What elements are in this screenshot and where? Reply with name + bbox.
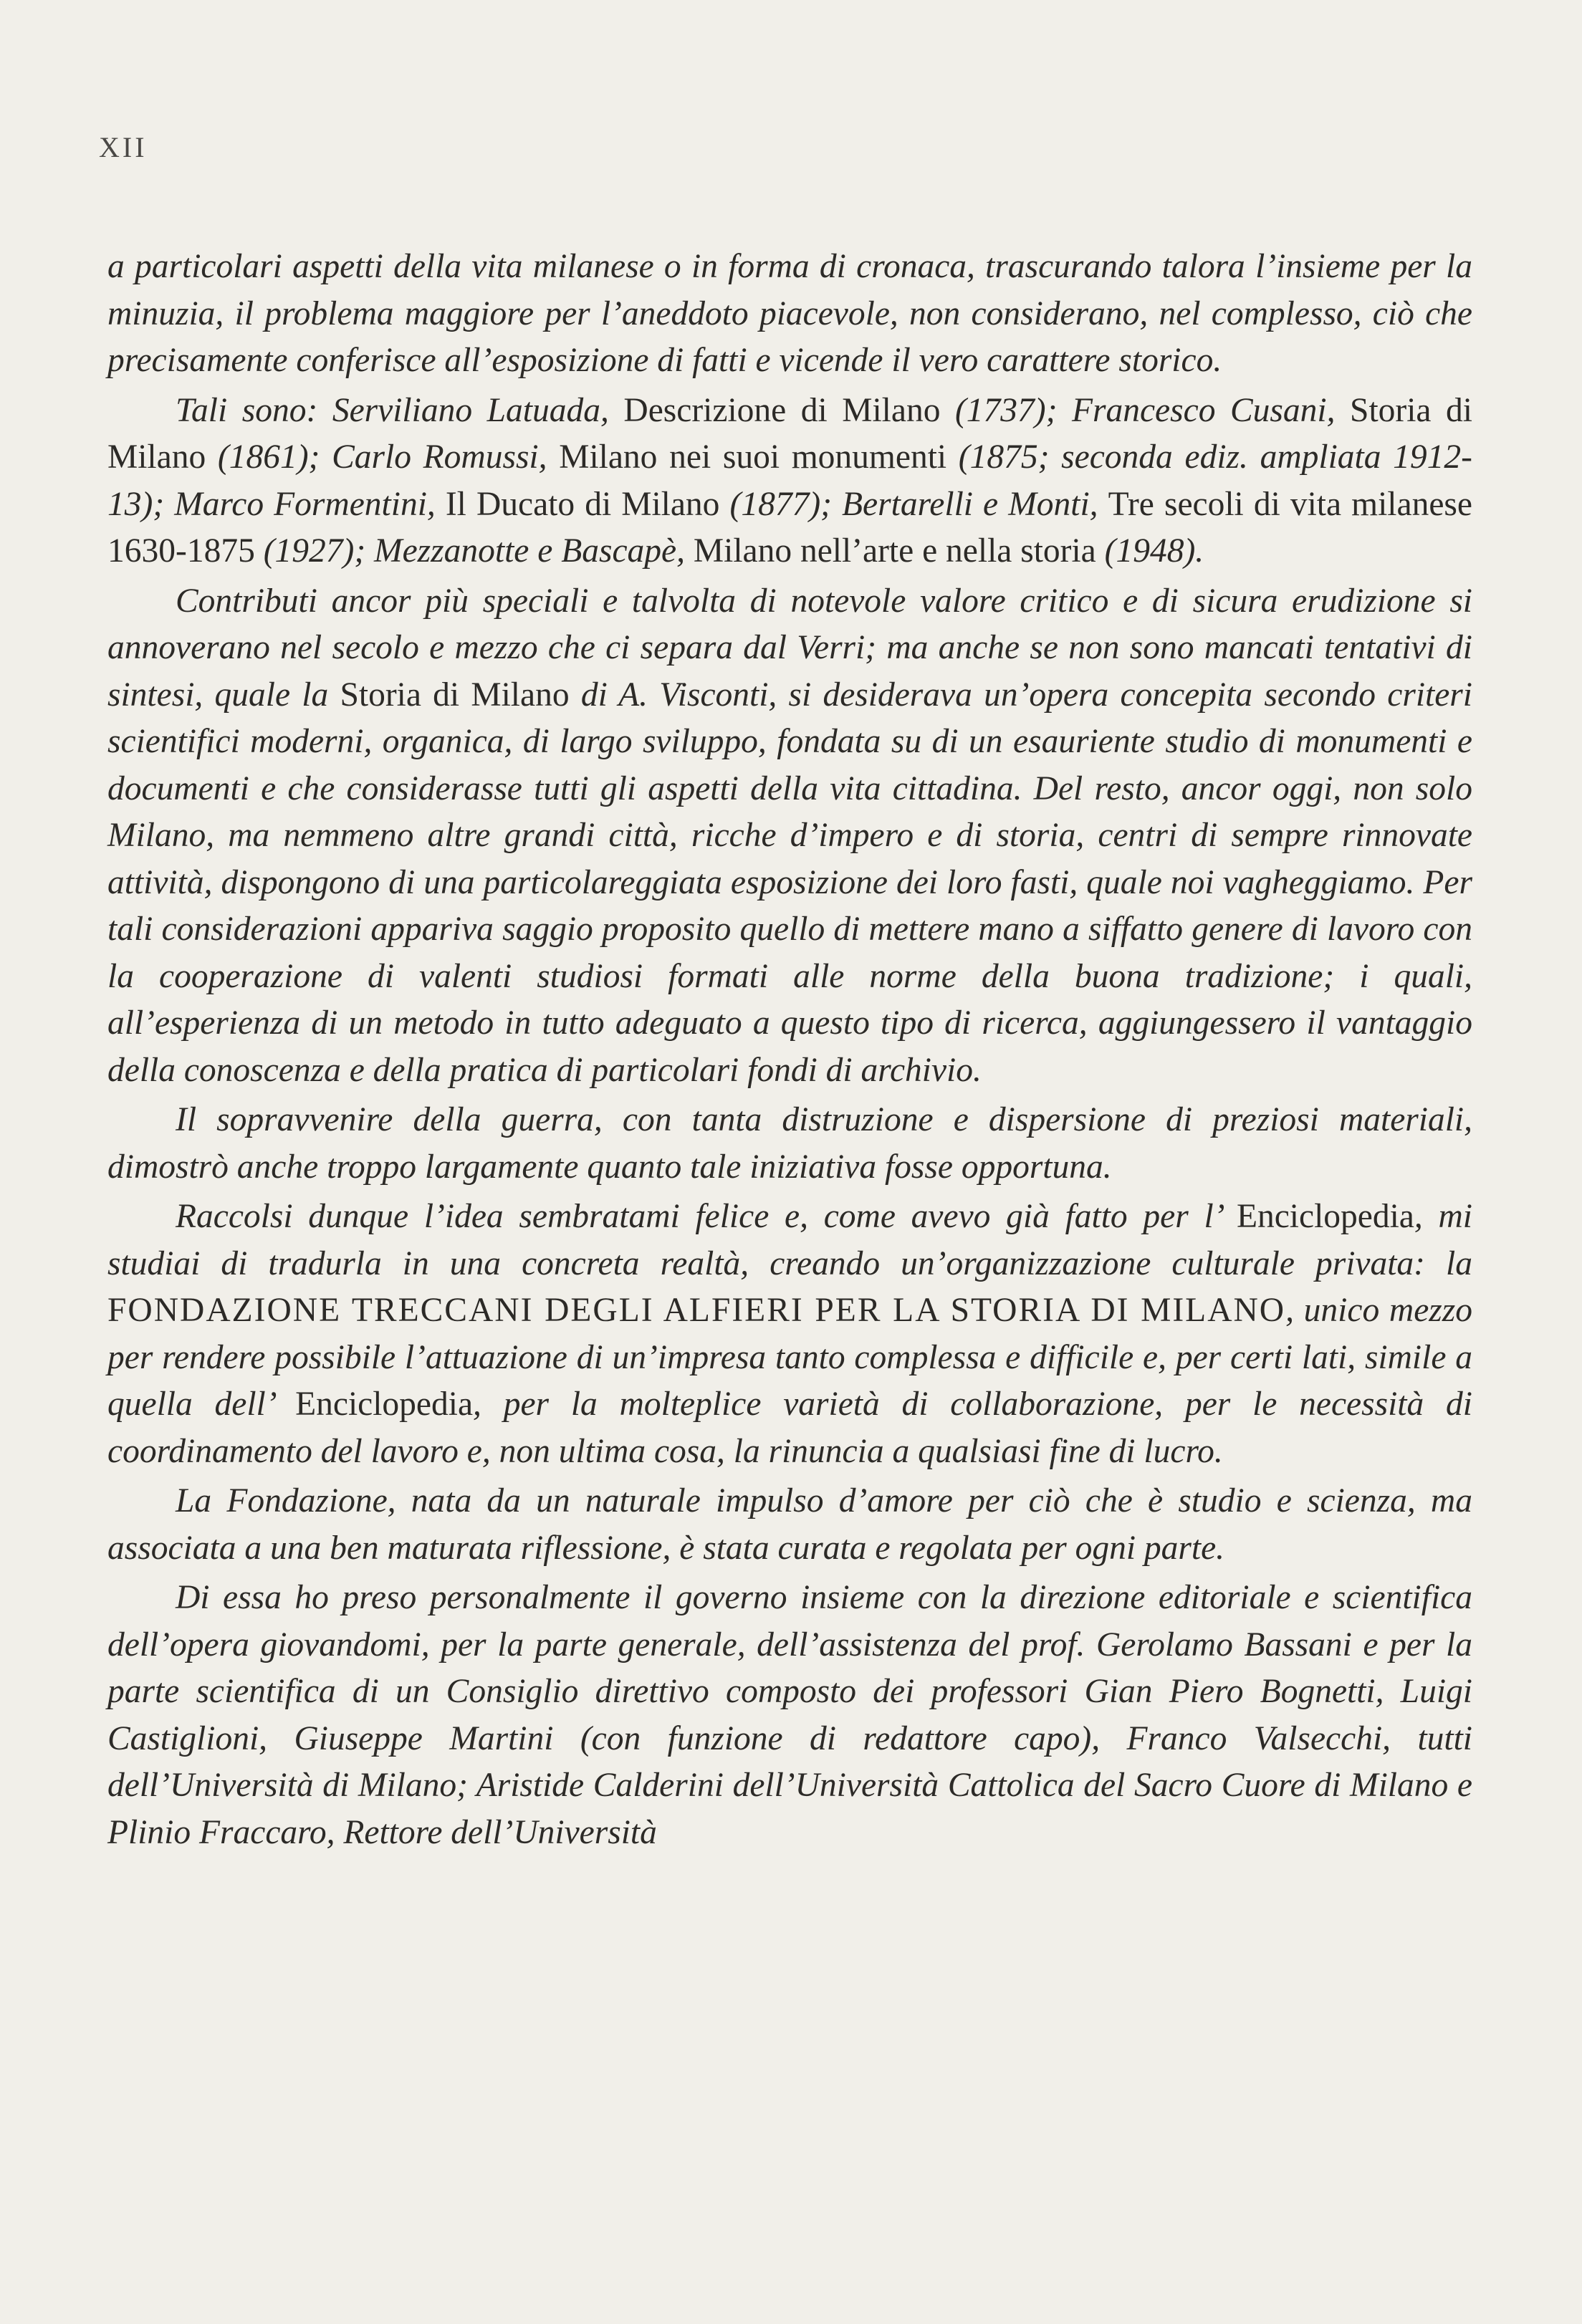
- text-run: (1861); Carlo Romussi,: [206, 438, 560, 476]
- text-run: Il sopravvenire della guerra, con tanta distruzione e dispersione di preziosi materiali, dimostrò anche troppo largamente quanto tale iniziativa fosse opportuna.: [107, 1101, 1472, 1186]
- text-run: La Fondazione, nata da un naturale impulso d’amore per ciò che è studio e scienza, ma associata a una ben maturata riflessione, è stata curata e regolata per ogni parte.: [107, 1482, 1472, 1567]
- paragraph: [107, 578, 1472, 1095]
- text-run: , mi studiai di tradurla in una concreta realtà, creando un’organizzazione culturale privata: la: [107, 1198, 1472, 1282]
- text-run: (1875; seconda ediz. ampliata 1912-13); Marco Formentini,: [107, 438, 1473, 523]
- title-run: Il Ducato di Milano: [445, 485, 720, 523]
- text-run: Contributi ancor più speciali e talvolta di notevole valore critico e di sicura erudizione si annoverano nel secolo e mezzo che ci separa dal Verri; ma anche se non sono mancati tentativi di sintesi, quale la: [107, 582, 1472, 714]
- text-run: Di essa ho preso personalmente il governo insieme con la direzione editoriale e scientifica dell’opera giovandomi, per la parte generale, dell’assistenza del prof. Gerolamo Bassani e per la parte scientifica di un Consiglio direttivo composto dei professori Gian Piero Bognetti, Luigi Castiglioni, Giuseppe Martini (con funzione di redattore capo), Franco Valsecchi, tutti dell’Università di Milano; Aristide Calderini dell’Università Cattolica del Sacro Cuore di Milano e Plinio Fraccaro, Rettore dell’Università: [107, 1579, 1472, 1851]
- title-run: Milano nei suoi monumenti: [559, 438, 947, 476]
- paragraph: [107, 1575, 1472, 1856]
- text-run: a particolari aspetti della vita milanese o in forma di cronaca, trascurando talora l’insieme per la minuzia, il problema maggiore per l’aneddoto piacevole, non considerano, nel complesso, ciò che precisamente conferisce all’esposizione di fatti e vicende il vero carattere storico.: [107, 248, 1472, 379]
- paragraph: [107, 244, 1472, 385]
- title-run: Storia di Milano: [340, 676, 570, 714]
- text-run: , unico mezzo per rendere possibile l’attuazione di un’impresa tanto complessa e difficile e, per certi lati, simile a quella dell’: [107, 1292, 1472, 1423]
- text-run: Tali sono: Serviliano Latuada,: [176, 391, 624, 429]
- paragraph: [107, 1478, 1472, 1572]
- text-run: (1948).: [1096, 532, 1204, 570]
- text-run: , per la molteplice varietà di collaborazione, per le necessità di coordinamento del lavoro e, non ultima cosa, la rinuncia a qualsiasi fine di lucro.: [107, 1386, 1472, 1470]
- paragraph: [107, 388, 1472, 575]
- body-text: [107, 244, 1472, 1856]
- text-run: (1927); Mezzanotte e Bascapè,: [254, 532, 694, 570]
- title-run: Tre secoli di vita milanese 1630-1875: [107, 485, 1472, 570]
- title-run: Storia di Milano: [107, 391, 1472, 476]
- title-run: Enciclopedia: [295, 1386, 474, 1423]
- paragraph: [107, 1097, 1472, 1191]
- title-run: Milano nell’arte e nella storia: [693, 532, 1096, 570]
- text-run: (1877); Bertarelli e Monti,: [719, 485, 1108, 523]
- text-run: Raccolsi dunque l’idea sembratami felice e, come avevo già fatto per l’: [176, 1198, 1237, 1235]
- title-run: Enciclopedia: [1236, 1198, 1414, 1235]
- page-number: XII: [99, 131, 148, 163]
- text-run: di A. Visconti, si desiderava un’opera concepita secondo criteri scientifici moderni, organica, di largo sviluppo, fondata su di un esauriente studio di monumenti e documenti e che considerasse tutti gli aspetti della vita cittadina. Del resto, ancor oggi, non solo Milano, ma nemmeno altre grandi città, ricche d’impero e di storia, centri di sempre rinnovate attività, dispongono di una particolareggiata esposizione dei loro fasti, quale noi vagheggiamo. Per tali considerazioni appariva saggio proposito quello di mettere mano a siffatto genere di lavoro con la cooperazione di valenti studiosi formati alle norme della buona tradizione; i quali, all’esperienza di un metodo in tutto adeguato a questo tipo di ricerca, aggiungessero il vantaggio della conoscenza e della pratica di particolari fondi di archivio.: [107, 676, 1472, 1089]
- title-run: Descrizione di Milano: [623, 391, 941, 429]
- paragraph: [107, 1194, 1472, 1475]
- text-run: (1737); Francesco Cusani,: [940, 391, 1351, 429]
- foundation-name: FONDAZIONE TRECCANI DEGLI ALFIERI PER LA STORIA DI MILANO: [107, 1292, 1286, 1329]
